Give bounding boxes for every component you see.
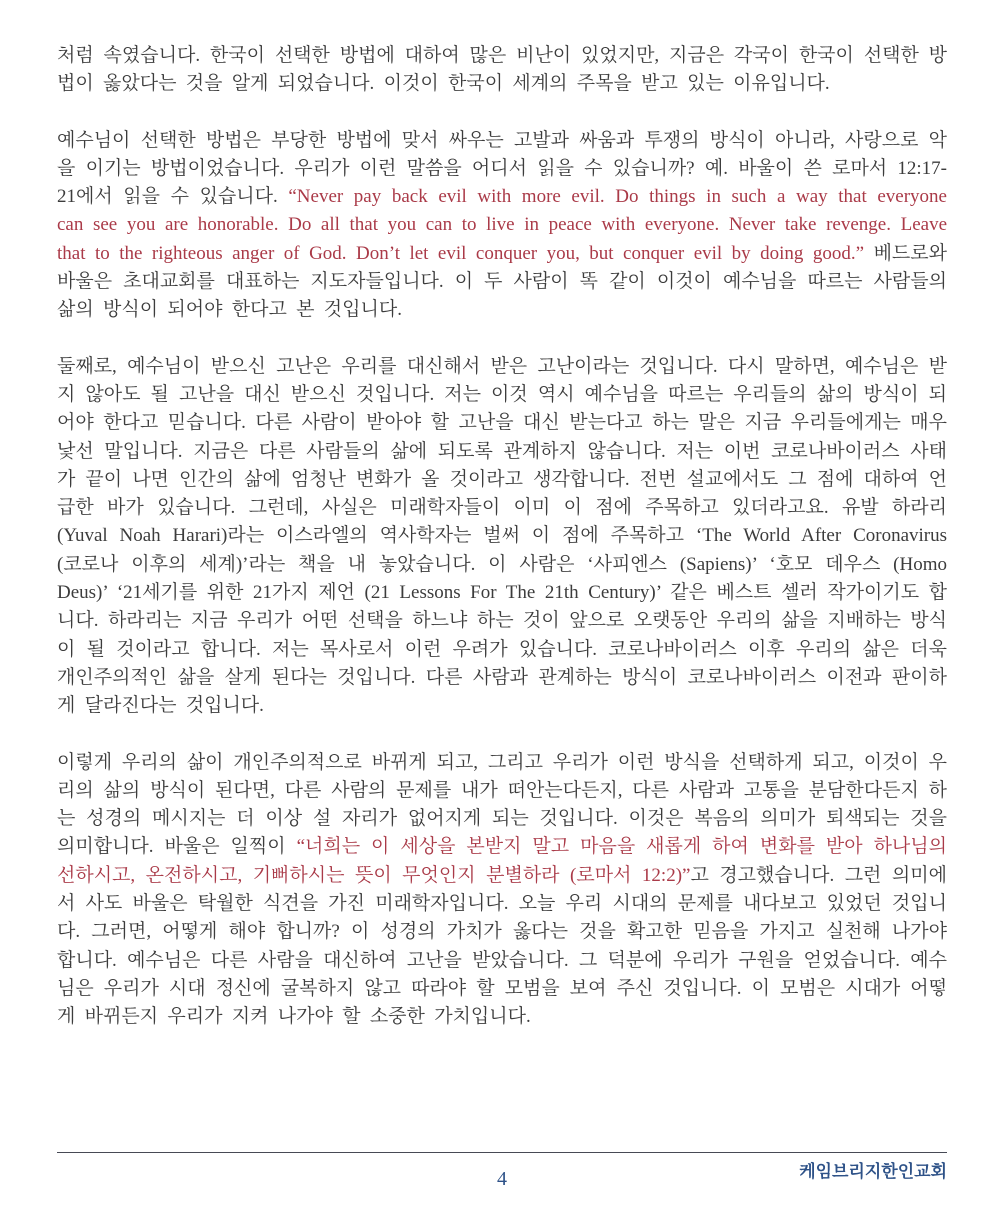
text-run: 베드로와 바울은 초대교회를 대표하는 지도자들입니다. 이 두 사람이 똑 같이 이것이 예수님을 따르는 사람들의 삶의 방식이 되어야 한다고 본 것입니다. — [57, 242, 947, 321]
paragraph-2 — [57, 127, 947, 325]
text-run: 예수님이 선택한 방법은 부당한 방법에 맞서 싸우는 고발과 싸움과 투쟁의 방식이 아니라, 사랑으로 악을 이기는 방법이었습니다. 우리가 이런 말씀을 어디서 읽을 수 있습니까? 예. 바울이 쓴 로마서 12:17-21에서 읽을 수 있습니다. — [57, 129, 947, 208]
text-run: 둘째로, 예수님이 받으신 고난은 우리를 대신해서 받은 고난이라는 것입니다. 다시 말하면, 예수님은 받지 않아도 될 고난을 대신 받으신 것입니다. 저는 이것 역시 예수님을 따르는 우리들의 삶의 방식이 되어야 한다고 믿습니다. 다른 사람이 받아야 할 고난을 대신 받는다고 하는 말은 지금 우리들에게는 매우 낯선 말입니다. 지금은 다른 사람들의 삶에 되도록 관계하지 않습니다. 저는 이번 코로나바이러스 사태가 끝이 나면 인간의 삶에 엄청난 변화가 올 것이라고 생각합니다. 전번 설교에서도 그 점에 대하여 언급한 바가 있습니다. 그런데, 사실은 미래학자들이 이미 이 점에 주목하고 있더라고요. 유발 하라리 (Yuval Noah Harari)라는 이스라엘의 역사학자는 벌써 이 점에 주목하고 ‘The World After Coronavirus (코로나 이후의 세계)’라는 책을 내 놓았습니다. 이 사람은 ‘사피엔스 (Sapiens)’ ‘호모 데우스 (Homo Deus)’ ‘21세기를 위한 21가지 제언 (21 Lessons For The 21th Century)’ 같은 베스트 셀러 작가이기도 합니다. 하라리는 지금 우리가 어떤 선택을 하느냐 하는 것이 앞으로 오랫동안 우리의 삶을 지배하는 방식이 될 것이라고 합니다. 저는 목사로서 이런 우려가 있습니다. 코로나바이러스 이후 우리의 삶은 더욱 개인주의적인 삶을 살게 된다는 것입니다. 다른 사람과 관계하는 방식이 코로나바이러스 이전과 판이하게 달라진다는 것입니다. — [57, 355, 947, 717]
paragraph-1 — [57, 42, 947, 99]
footer-church-name: 케임브리지한인교회 — [799, 1162, 947, 1181]
page-number: 4 — [497, 1168, 507, 1190]
paragraph-4 — [57, 749, 947, 1032]
scripture-quote-english: “Never pay back evil with more evil. Do things in such a way that everyone can see you are honorable. Do all that you can to live in peace with everyone. Never take revenge. Leave that to the righteous anger of God. Don’t let evil conquer you, but conquer evil by doing good.” — [57, 186, 947, 264]
footer-divider — [57, 1152, 947, 1153]
text-run: 고 경고했습니다. 그런 의미에서 사도 바울은 탁월한 식견을 가진 미래학자입니다. 오늘 우리 시대의 문제를 내다보고 있었던 것입니다. 그러면, 어떻게 해야 합니까? 이 성경의 가치가 옳다는 것을 확고한 믿음을 가지고 실천해 나가야 합니다. 예수님은 다른 사람을 대신하여 고난을 받았습니다. 그 덕분에 우리가 구원을 얻었습니다. 예수님은 우리가 시대 정신에 굴복하지 않고 따라야 할 모범을 보여 주신 것입니다. 이 모범은 시대가 어떻게 바뀌든지 우리가 지켜 나가야 할 소중한 가치입니다. — [57, 864, 947, 1028]
text-run: 처럼 속였습니다. 한국이 선택한 방법에 대하여 많은 비난이 있었지만, 지금은 각국이 한국이 선택한 방법이 옳았다는 것을 알게 되었습니다. 이것이 한국이 세계의 주목을 받고 있는 이유입니다. — [57, 45, 947, 95]
paragraph-3 — [57, 353, 947, 721]
text-run: 이렇게 우리의 삶이 개인주의적으로 바뀌게 되고, 그리고 우리가 이런 방식을 선택하게 되고, 이것이 우리의 삶의 방식이 된다면, 다른 사람의 문제를 내가 떠안는다든지, 다른 사람과 고통을 분담한다든지 하는 성경의 메시지는 더 이상 설 자리가 없어지게 되는 것입니다. 이것은 복음의 의미가 퇴색되는 것을 의미합니다. 바울은 일찍이 — [57, 751, 947, 858]
document-body — [57, 42, 947, 1032]
scripture-quote-korean: “너희는 이 세상을 본받지 말고 마음을 새롭게 하여 변화를 받아 하나님의 선하시고, 온전하시고, 기뻐하시는 뜻이 무엇인지 분별하라 (로마서 12:2)” — [57, 836, 947, 886]
page-footer — [57, 1152, 947, 1210]
